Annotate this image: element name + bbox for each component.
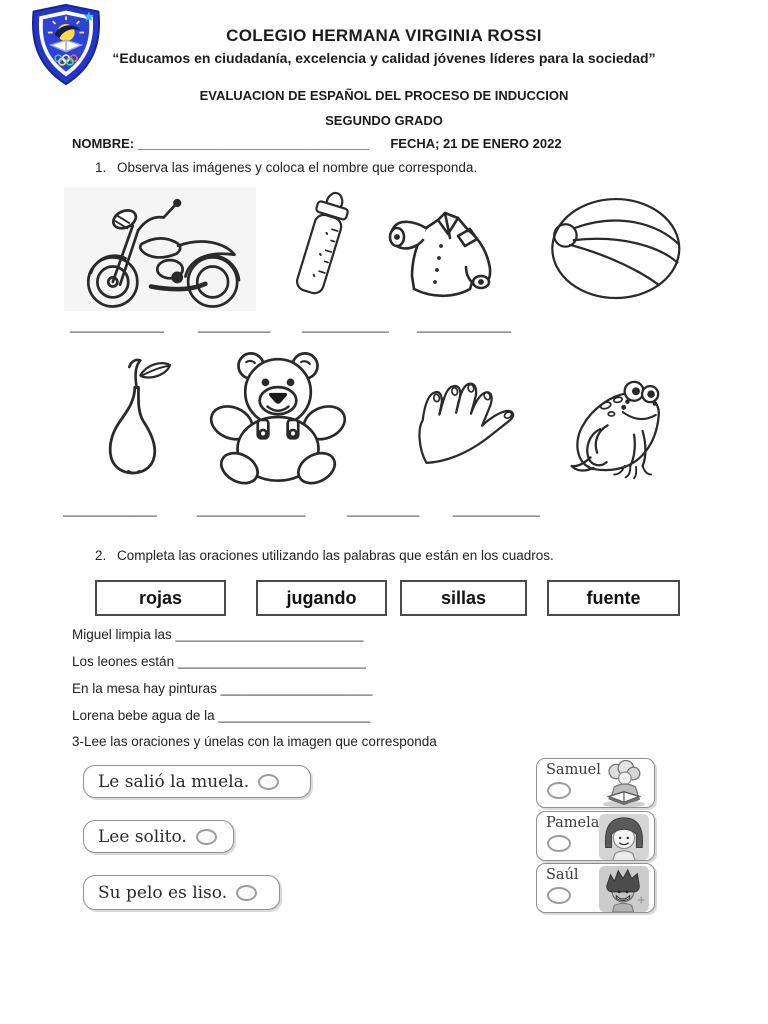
answer-blank: _____________ <box>63 502 157 517</box>
word-box-jugando: jugando <box>256 580 387 616</box>
pear-image <box>82 352 182 484</box>
fill-sentence: Los leones están __________________________ <box>72 654 366 669</box>
sentence-blank: __________________________ <box>177 654 366 669</box>
section1-instruction: 1. Observa las imágenes y coloca el nombre que corresponda. <box>95 160 478 175</box>
school-name: COLEGIO HERMANA VIRGINIA ROSSI <box>226 26 542 45</box>
word-box-rojas: rojas <box>95 580 226 616</box>
teddy-bear-image <box>196 342 360 492</box>
hand-image <box>404 370 536 474</box>
section2-instruction: 2. Completa las oraciones utilizando las palabras que están en los cuadros. <box>95 548 554 563</box>
answer-blank: _______________ <box>197 502 306 517</box>
jacket-image <box>372 192 512 304</box>
sentence-card-solito: Lee solito. <box>83 820 234 853</box>
word-box-fuente: fuente <box>547 580 680 616</box>
name-label: Pamela <box>546 815 600 831</box>
connect-circle <box>236 885 257 901</box>
name-card-pamela <box>536 811 655 861</box>
boy-grinning-illustration <box>594 865 652 913</box>
sentence-card-pelo: Su pelo es liso. <box>83 875 280 910</box>
answer-blank: __________ <box>347 502 420 517</box>
section3-instruction: 3-Lee las oraciones y únelas con la imagen que corresponda <box>72 734 437 749</box>
fill-sentence: Miguel limpia las __________________________ <box>72 627 364 642</box>
name-date-line <box>72 136 562 151</box>
school-motto: “Educamos en ciudadanía, excelencia y calidad jóvenes líderes para la sociedad” <box>112 50 656 66</box>
answer-blank: ____________ <box>453 502 540 517</box>
connect-circle <box>547 782 571 799</box>
fill-sentence: Lorena bebe agua de la _____________________ <box>72 708 371 723</box>
exam-title: EVALUACION DE ESPAÑOL DEL PROCESO DE INDUCCION <box>199 88 569 103</box>
answer-blank: ____________ <box>302 318 389 333</box>
connect-circle <box>196 829 217 845</box>
sentence-blank: _____________________ <box>220 681 373 696</box>
sentence-blank: _____________________ <box>218 708 371 723</box>
sentence-card-muela: Le salió la muela. <box>83 765 311 798</box>
beach-ball-image <box>542 192 684 304</box>
connect-circle <box>547 835 571 852</box>
baby-bottle-image <box>272 186 367 306</box>
word-box-sillas: sillas <box>400 580 527 616</box>
boy-reading-illustration <box>594 760 652 808</box>
answer-blank: _____________ <box>417 318 511 333</box>
name-label: Saúl <box>546 867 579 883</box>
grade-title: SEGUNDO GRADO <box>325 113 443 128</box>
answer-blank: __________ <box>198 318 271 333</box>
date-label: FECHA; 21 DE ENERO 2022 <box>390 136 562 151</box>
name-label: Samuel <box>546 762 601 778</box>
connect-circle <box>547 887 571 904</box>
name-card-samuel <box>536 758 655 808</box>
name-card-saul <box>536 863 655 913</box>
name-label: NOMBRE: <box>72 136 135 151</box>
frog-image <box>565 368 671 492</box>
name-blank-line: ________________________________ <box>137 136 370 151</box>
girl-illustration <box>594 813 652 861</box>
motorcycle-image <box>64 187 256 311</box>
connect-circle <box>258 774 279 790</box>
fill-sentence: En la mesa hay pinturas _____________________ <box>72 681 373 696</box>
sentence-blank: __________________________ <box>175 627 364 642</box>
answer-blank: _____________ <box>70 318 164 333</box>
